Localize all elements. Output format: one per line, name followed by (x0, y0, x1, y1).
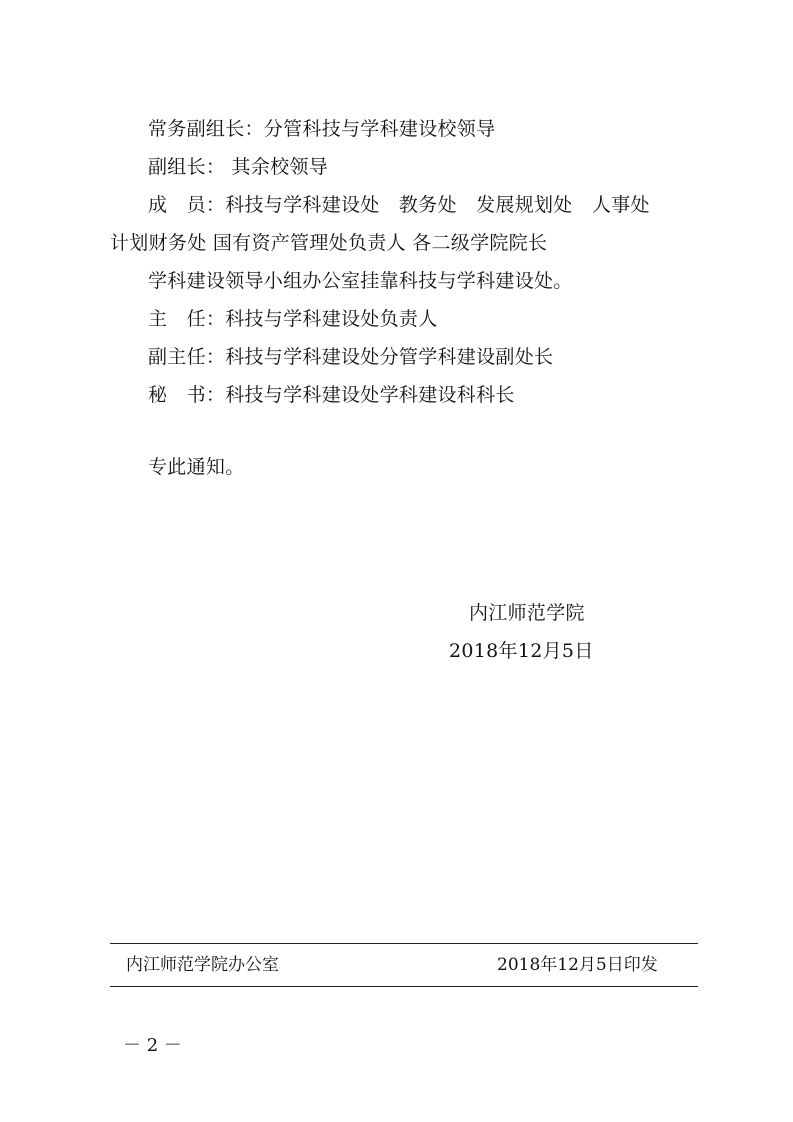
body-line-secretary: 秘 书：科技与学科建设处学科建设科科长 (148, 384, 515, 406)
signature-org: 内江师范学院 (469, 602, 585, 624)
closing-text: 专此通知。 (148, 456, 245, 478)
footer-bottom-rule (110, 986, 698, 987)
body-line-director: 主 任：科技与学科建设处负责人 (148, 308, 438, 330)
signature-date: 2018年12月5日 (449, 640, 594, 662)
body-line-deputy-leader: 副组长： 其余校领导 (148, 156, 329, 178)
body-line-deputy-director: 副主任：科技与学科建设处分管学科建设副处长 (148, 346, 554, 368)
body-line-office: 学科建设领导小组办公室挂靠科技与学科建设处。 (148, 270, 573, 292)
body-line-members: 成 员：科技与学科建设处 教务处 发展规划处 人事处 (148, 194, 650, 216)
footer-issue-date: 2018年12月5日印发 (497, 955, 658, 975)
footer-issuer: 内江师范学院办公室 (126, 955, 279, 975)
body-line-vice-leader: 常务副组长：分管科技与学科建设校领导 (148, 118, 496, 140)
page-number: － 2 － (123, 1035, 182, 1056)
body-line-members-cont: 计划财务处 国有资产管理处负责人 各二级学院院长 (110, 232, 548, 254)
footer-top-rule (110, 943, 698, 944)
